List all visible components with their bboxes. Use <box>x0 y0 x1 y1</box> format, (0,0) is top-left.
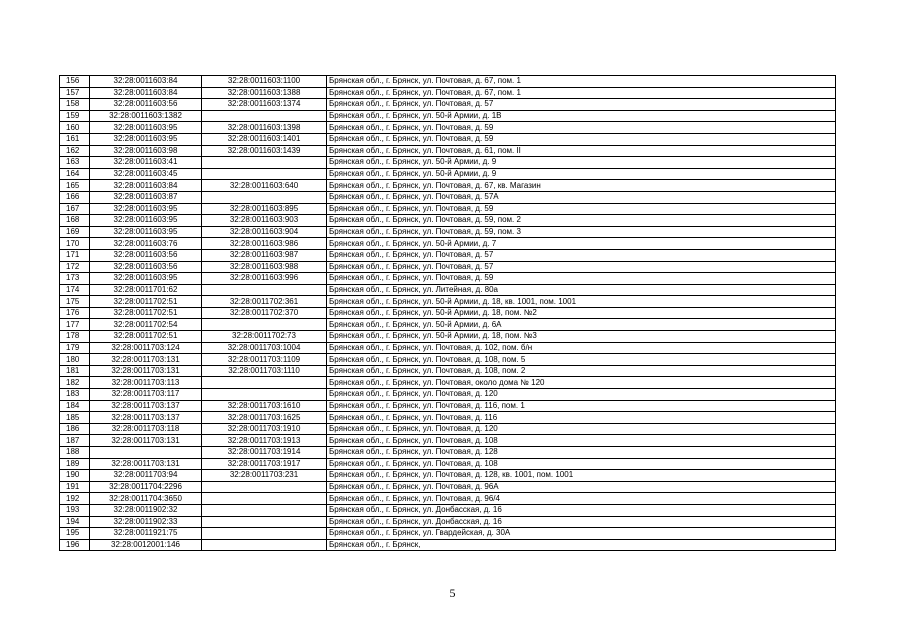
parent-cadastral-number-cell: 32:28:0011603:84 <box>90 87 202 99</box>
row-number-cell: 195 <box>60 528 90 540</box>
table-row <box>60 168 836 180</box>
parent-cadastral-number-cell: 32:28:0011921:75 <box>90 528 202 540</box>
cadastral-number-cell: 32:28:0011603:895 <box>202 203 327 215</box>
address-cell: Брянская обл., г. Брянск, ул. Почтовая, д. 128, кв. 1001, пом. 1001 <box>327 470 836 482</box>
table-row <box>60 249 836 261</box>
parent-cadastral-number-cell: 32:28:0011603:95 <box>90 226 202 238</box>
cadastral-number-cell: 32:28:0011603:986 <box>202 238 327 250</box>
parent-cadastral-number-cell: 32:28:0011603:56 <box>90 261 202 273</box>
address-cell: Брянская обл., г. Брянск, ул. Донбасская, д. 16 <box>327 516 836 528</box>
address-cell: Брянская обл., г. Брянск, ул. Почтовая, д. 108 <box>327 458 836 470</box>
parent-cadastral-number-cell <box>90 447 202 459</box>
row-number-cell: 192 <box>60 493 90 505</box>
row-number-cell: 167 <box>60 203 90 215</box>
row-number-cell: 171 <box>60 249 90 261</box>
table-row <box>60 238 836 250</box>
table-row <box>60 528 836 540</box>
table-row <box>60 389 836 401</box>
address-cell: Брянская обл., г. Брянск, ул. Почтовая, д. 59, пом. 3 <box>327 226 836 238</box>
cadastral-number-cell <box>202 389 327 401</box>
address-cell: Брянская обл., г. Брянск, ул. Почтовая, д. 59 <box>327 203 836 215</box>
address-cell: Брянская обл., г. Брянск, ул. 50-й Армии, д. 6А <box>327 319 836 331</box>
table-row <box>60 342 836 354</box>
table-row <box>60 99 836 111</box>
table-row <box>60 261 836 273</box>
parent-cadastral-number-cell: 32:28:0011902:32 <box>90 504 202 516</box>
parent-cadastral-number-cell: 32:28:0011603:95 <box>90 273 202 285</box>
row-number-cell: 158 <box>60 99 90 111</box>
row-number-cell: 178 <box>60 331 90 343</box>
address-cell: Брянская обл., г. Брянск, ул. 50-й Армии, д. 18, кв. 1001, пом. 1001 <box>327 296 836 308</box>
parent-cadastral-number-cell: 32:28:0011703:137 <box>90 400 202 412</box>
address-cell: Брянская обл., г. Брянск, ул. Почтовая, д. 57 <box>327 249 836 261</box>
address-cell: Брянская обл., г. Брянск, ул. Почтовая, д. 59, пом. 2 <box>327 215 836 227</box>
parent-cadastral-number-cell: 32:28:0011603:56 <box>90 249 202 261</box>
address-cell: Брянская обл., г. Брянск, ул. Почтовая, д. 67, пом. 1 <box>327 87 836 99</box>
parent-cadastral-number-cell: 32:28:0011603:95 <box>90 215 202 227</box>
address-cell: Брянская обл., г. Брянск, ул. Почтовая, д. 67, пом. 1 <box>327 76 836 88</box>
parent-cadastral-number-cell: 32:28:0011603:87 <box>90 191 202 203</box>
row-number-cell: 191 <box>60 481 90 493</box>
parent-cadastral-number-cell: 32:28:0011603:1382 <box>90 110 202 122</box>
address-cell: Брянская обл., г. Брянск, <box>327 539 836 551</box>
address-cell: Брянская обл., г. Брянск, ул. 50-й Армии, д. 7 <box>327 238 836 250</box>
parent-cadastral-number-cell: 32:28:0011704:2296 <box>90 481 202 493</box>
address-cell: Брянская обл., г. Брянск, ул. Донбасская, д. 16 <box>327 504 836 516</box>
table-row <box>60 331 836 343</box>
address-cell: Брянская обл., г. Брянск, ул. Почтовая, около дома № 120 <box>327 377 836 389</box>
parent-cadastral-number-cell: 32:28:0011702:51 <box>90 296 202 308</box>
address-cell: Брянская обл., г. Брянск, ул. Почтовая, д. 116, пом. 1 <box>327 400 836 412</box>
cadastral-number-cell: 32:28:0011603:1398 <box>202 122 327 134</box>
parent-cadastral-number-cell: 32:28:0011603:84 <box>90 180 202 192</box>
parent-cadastral-number-cell: 32:28:0011702:51 <box>90 307 202 319</box>
table-row <box>60 191 836 203</box>
cadastral-number-cell: 32:28:0011703:1110 <box>202 365 327 377</box>
cadastral-number-cell: 32:28:0011603:988 <box>202 261 327 273</box>
cadastral-number-cell: 32:28:0011703:231 <box>202 470 327 482</box>
page-number: 5 <box>449 586 456 600</box>
cadastral-number-cell: 32:28:0011703:1910 <box>202 423 327 435</box>
cadastral-number-cell <box>202 191 327 203</box>
row-number-cell: 159 <box>60 110 90 122</box>
parent-cadastral-number-cell: 32:28:0011603:95 <box>90 133 202 145</box>
table-row <box>60 447 836 459</box>
parent-cadastral-number-cell: 32:28:0011902:33 <box>90 516 202 528</box>
cadastral-number-cell: 32:28:0011702:73 <box>202 331 327 343</box>
table-row <box>60 504 836 516</box>
table-row <box>60 377 836 389</box>
row-number-cell: 173 <box>60 273 90 285</box>
table-row <box>60 284 836 296</box>
parent-cadastral-number-cell: 32:28:0011603:84 <box>90 76 202 88</box>
cadastral-table <box>59 75 836 551</box>
row-number-cell: 160 <box>60 122 90 134</box>
row-number-cell: 163 <box>60 157 90 169</box>
cadastral-number-cell: 32:28:0011603:1439 <box>202 145 327 157</box>
address-cell: Брянская обл., г. Брянск, ул. 50-й Армии, д. 9 <box>327 157 836 169</box>
address-cell: Брянская обл., г. Брянск, ул. Литейная, д. 80а <box>327 284 836 296</box>
row-number-cell: 168 <box>60 215 90 227</box>
table-row <box>60 470 836 482</box>
address-cell: Брянская обл., г. Брянск, ул. Почтовая, д. 96А <box>327 481 836 493</box>
row-number-cell: 164 <box>60 168 90 180</box>
address-cell: Брянская обл., г. Брянск, ул. 50-й Армии, д. 18, пом. №2 <box>327 307 836 319</box>
cadastral-number-cell <box>202 377 327 389</box>
table-row <box>60 133 836 145</box>
parent-cadastral-number-cell: 32:28:0011702:51 <box>90 331 202 343</box>
table-row <box>60 400 836 412</box>
table-row <box>60 87 836 99</box>
row-number-cell: 185 <box>60 412 90 424</box>
row-number-cell: 175 <box>60 296 90 308</box>
cadastral-number-cell: 32:28:0011702:361 <box>202 296 327 308</box>
row-number-cell: 194 <box>60 516 90 528</box>
parent-cadastral-number-cell: 32:28:0011703:131 <box>90 365 202 377</box>
row-number-cell: 162 <box>60 145 90 157</box>
address-cell: Брянская обл., г. Брянск, ул. Почтовая, д. 59 <box>327 133 836 145</box>
address-cell: Брянская обл., г. Брянск, ул. Почтовая, д. 59 <box>327 273 836 285</box>
cadastral-number-cell <box>202 319 327 331</box>
row-number-cell: 182 <box>60 377 90 389</box>
address-cell: Брянская обл., г. Брянск, ул. Почтовая, д. 61, пом. II <box>327 145 836 157</box>
parent-cadastral-number-cell: 32:28:0011704:3650 <box>90 493 202 505</box>
row-number-cell: 179 <box>60 342 90 354</box>
cadastral-number-cell: 32:28:0011703:1109 <box>202 354 327 366</box>
cadastral-number-cell <box>202 168 327 180</box>
parent-cadastral-number-cell: 32:28:0011603:98 <box>90 145 202 157</box>
parent-cadastral-number-cell: 32:28:0012001:146 <box>90 539 202 551</box>
cadastral-number-cell: 32:28:0011603:1374 <box>202 99 327 111</box>
parent-cadastral-number-cell: 32:28:0011703:118 <box>90 423 202 435</box>
row-number-cell: 193 <box>60 504 90 516</box>
cadastral-number-cell: 32:28:0011703:1917 <box>202 458 327 470</box>
cadastral-number-cell <box>202 493 327 505</box>
cadastral-number-cell: 32:28:0011702:370 <box>202 307 327 319</box>
table-row <box>60 481 836 493</box>
row-number-cell: 181 <box>60 365 90 377</box>
parent-cadastral-number-cell: 32:28:0011603:56 <box>90 99 202 111</box>
row-number-cell: 156 <box>60 76 90 88</box>
address-cell: Брянская обл., г. Брянск, ул. 50-й Армии, д. 9 <box>327 168 836 180</box>
parent-cadastral-number-cell: 32:28:0011703:124 <box>90 342 202 354</box>
row-number-cell: 177 <box>60 319 90 331</box>
parent-cadastral-number-cell: 32:28:0011603:76 <box>90 238 202 250</box>
row-number-cell: 180 <box>60 354 90 366</box>
cadastral-number-cell <box>202 481 327 493</box>
address-cell: Брянская обл., г. Брянск, ул. Почтовая, д. 116 <box>327 412 836 424</box>
table-row <box>60 458 836 470</box>
cadastral-number-cell: 32:28:0011603:996 <box>202 273 327 285</box>
table-row <box>60 493 836 505</box>
cadastral-number-cell: 32:28:0011703:1625 <box>202 412 327 424</box>
parent-cadastral-number-cell: 32:28:0011703:131 <box>90 435 202 447</box>
table-row <box>60 423 836 435</box>
table-row <box>60 226 836 238</box>
address-cell: Брянская обл., г. Брянск, ул. Почтовая, д. 102, пом. б/н <box>327 342 836 354</box>
cadastral-number-cell: 32:28:0011603:1100 <box>202 76 327 88</box>
parent-cadastral-number-cell: 32:28:0011701:62 <box>90 284 202 296</box>
address-cell: Брянская обл., г. Брянск, ул. Почтовая, д. 108 <box>327 435 836 447</box>
table-row <box>60 412 836 424</box>
cadastral-number-cell <box>202 528 327 540</box>
row-number-cell: 176 <box>60 307 90 319</box>
row-number-cell: 189 <box>60 458 90 470</box>
table-row <box>60 365 836 377</box>
row-number-cell: 165 <box>60 180 90 192</box>
row-number-cell: 186 <box>60 423 90 435</box>
address-cell: Брянская обл., г. Брянск, ул. Почтовая, д. 128 <box>327 447 836 459</box>
address-cell: Брянская обл., г. Брянск, ул. Почтовая, д. 120 <box>327 423 836 435</box>
cadastral-number-cell: 32:28:0011603:1388 <box>202 87 327 99</box>
parent-cadastral-number-cell: 32:28:0011603:95 <box>90 203 202 215</box>
table-row <box>60 307 836 319</box>
cadastral-number-cell <box>202 504 327 516</box>
address-cell: Брянская обл., г. Брянск, ул. Почтовая, д. 59 <box>327 122 836 134</box>
row-number-cell: 196 <box>60 539 90 551</box>
table-row <box>60 319 836 331</box>
table-row <box>60 516 836 528</box>
table-row <box>60 435 836 447</box>
parent-cadastral-number-cell: 32:28:0011603:45 <box>90 168 202 180</box>
cadastral-number-cell: 32:28:0011603:1401 <box>202 133 327 145</box>
address-cell: Брянская обл., г. Брянск, ул. Почтовая, д. 57 <box>327 99 836 111</box>
address-cell: Брянская обл., г. Брянск, ул. 50-й Армии, д. 1В <box>327 110 836 122</box>
table-row <box>60 203 836 215</box>
address-cell: Брянская обл., г. Брянск, ул. Почтовая, д. 96/4 <box>327 493 836 505</box>
table-row <box>60 145 836 157</box>
table-row <box>60 273 836 285</box>
cadastral-number-cell <box>202 539 327 551</box>
parent-cadastral-number-cell: 32:28:0011702:54 <box>90 319 202 331</box>
table-row <box>60 122 836 134</box>
cadastral-number-cell <box>202 110 327 122</box>
table-row <box>60 110 836 122</box>
row-number-cell: 172 <box>60 261 90 273</box>
row-number-cell: 169 <box>60 226 90 238</box>
row-number-cell: 184 <box>60 400 90 412</box>
cadastral-number-cell: 32:28:0011703:1914 <box>202 447 327 459</box>
cadastral-number-cell: 32:28:0011603:987 <box>202 249 327 261</box>
cadastral-number-cell: 32:28:0011703:1913 <box>202 435 327 447</box>
cadastral-number-cell: 32:28:0011603:903 <box>202 215 327 227</box>
row-number-cell: 157 <box>60 87 90 99</box>
table-row <box>60 215 836 227</box>
table-row <box>60 157 836 169</box>
table-body <box>60 76 836 551</box>
address-cell: Брянская обл., г. Брянск, ул. Почтовая, д. 108, пом. 5 <box>327 354 836 366</box>
cadastral-number-cell <box>202 284 327 296</box>
cadastral-number-cell: 32:28:0011703:1610 <box>202 400 327 412</box>
table-row <box>60 76 836 88</box>
table-row <box>60 296 836 308</box>
parent-cadastral-number-cell: 32:28:0011703:131 <box>90 458 202 470</box>
row-number-cell: 161 <box>60 133 90 145</box>
row-number-cell: 190 <box>60 470 90 482</box>
table-row <box>60 180 836 192</box>
parent-cadastral-number-cell: 32:28:0011703:117 <box>90 389 202 401</box>
address-cell: Брянская обл., г. Брянск, ул. Почтовая, д. 108, пом. 2 <box>327 365 836 377</box>
cadastral-number-cell: 32:28:0011703:1004 <box>202 342 327 354</box>
address-cell: Брянская обл., г. Брянск, ул. 50-й Армии, д. 18, пом. №3 <box>327 331 836 343</box>
cadastral-number-cell <box>202 516 327 528</box>
row-number-cell: 183 <box>60 389 90 401</box>
address-cell: Брянская обл., г. Брянск, ул. Почтовая, д. 120 <box>327 389 836 401</box>
parent-cadastral-number-cell: 32:28:0011603:41 <box>90 157 202 169</box>
cadastral-number-cell: 32:28:0011603:640 <box>202 180 327 192</box>
row-number-cell: 187 <box>60 435 90 447</box>
parent-cadastral-number-cell: 32:28:0011603:95 <box>90 122 202 134</box>
address-cell: Брянская обл., г. Брянск, ул. Почтовая, д. 57А <box>327 191 836 203</box>
parent-cadastral-number-cell: 32:28:0011703:131 <box>90 354 202 366</box>
cadastral-number-cell <box>202 157 327 169</box>
table-row <box>60 354 836 366</box>
address-cell: Брянская обл., г. Брянск, ул. Гвардейская, д. 30А <box>327 528 836 540</box>
cadastral-number-cell: 32:28:0011603:904 <box>202 226 327 238</box>
parent-cadastral-number-cell: 32:28:0011703:113 <box>90 377 202 389</box>
address-cell: Брянская обл., г. Брянск, ул. Почтовая, д. 57 <box>327 261 836 273</box>
address-cell: Брянская обл., г. Брянск, ул. Почтовая, д. 67, кв. Магазин <box>327 180 836 192</box>
table-row <box>60 539 836 551</box>
parent-cadastral-number-cell: 32:28:0011703:94 <box>90 470 202 482</box>
row-number-cell: 170 <box>60 238 90 250</box>
row-number-cell: 188 <box>60 447 90 459</box>
row-number-cell: 174 <box>60 284 90 296</box>
row-number-cell: 166 <box>60 191 90 203</box>
parent-cadastral-number-cell: 32:28:0011703:137 <box>90 412 202 424</box>
